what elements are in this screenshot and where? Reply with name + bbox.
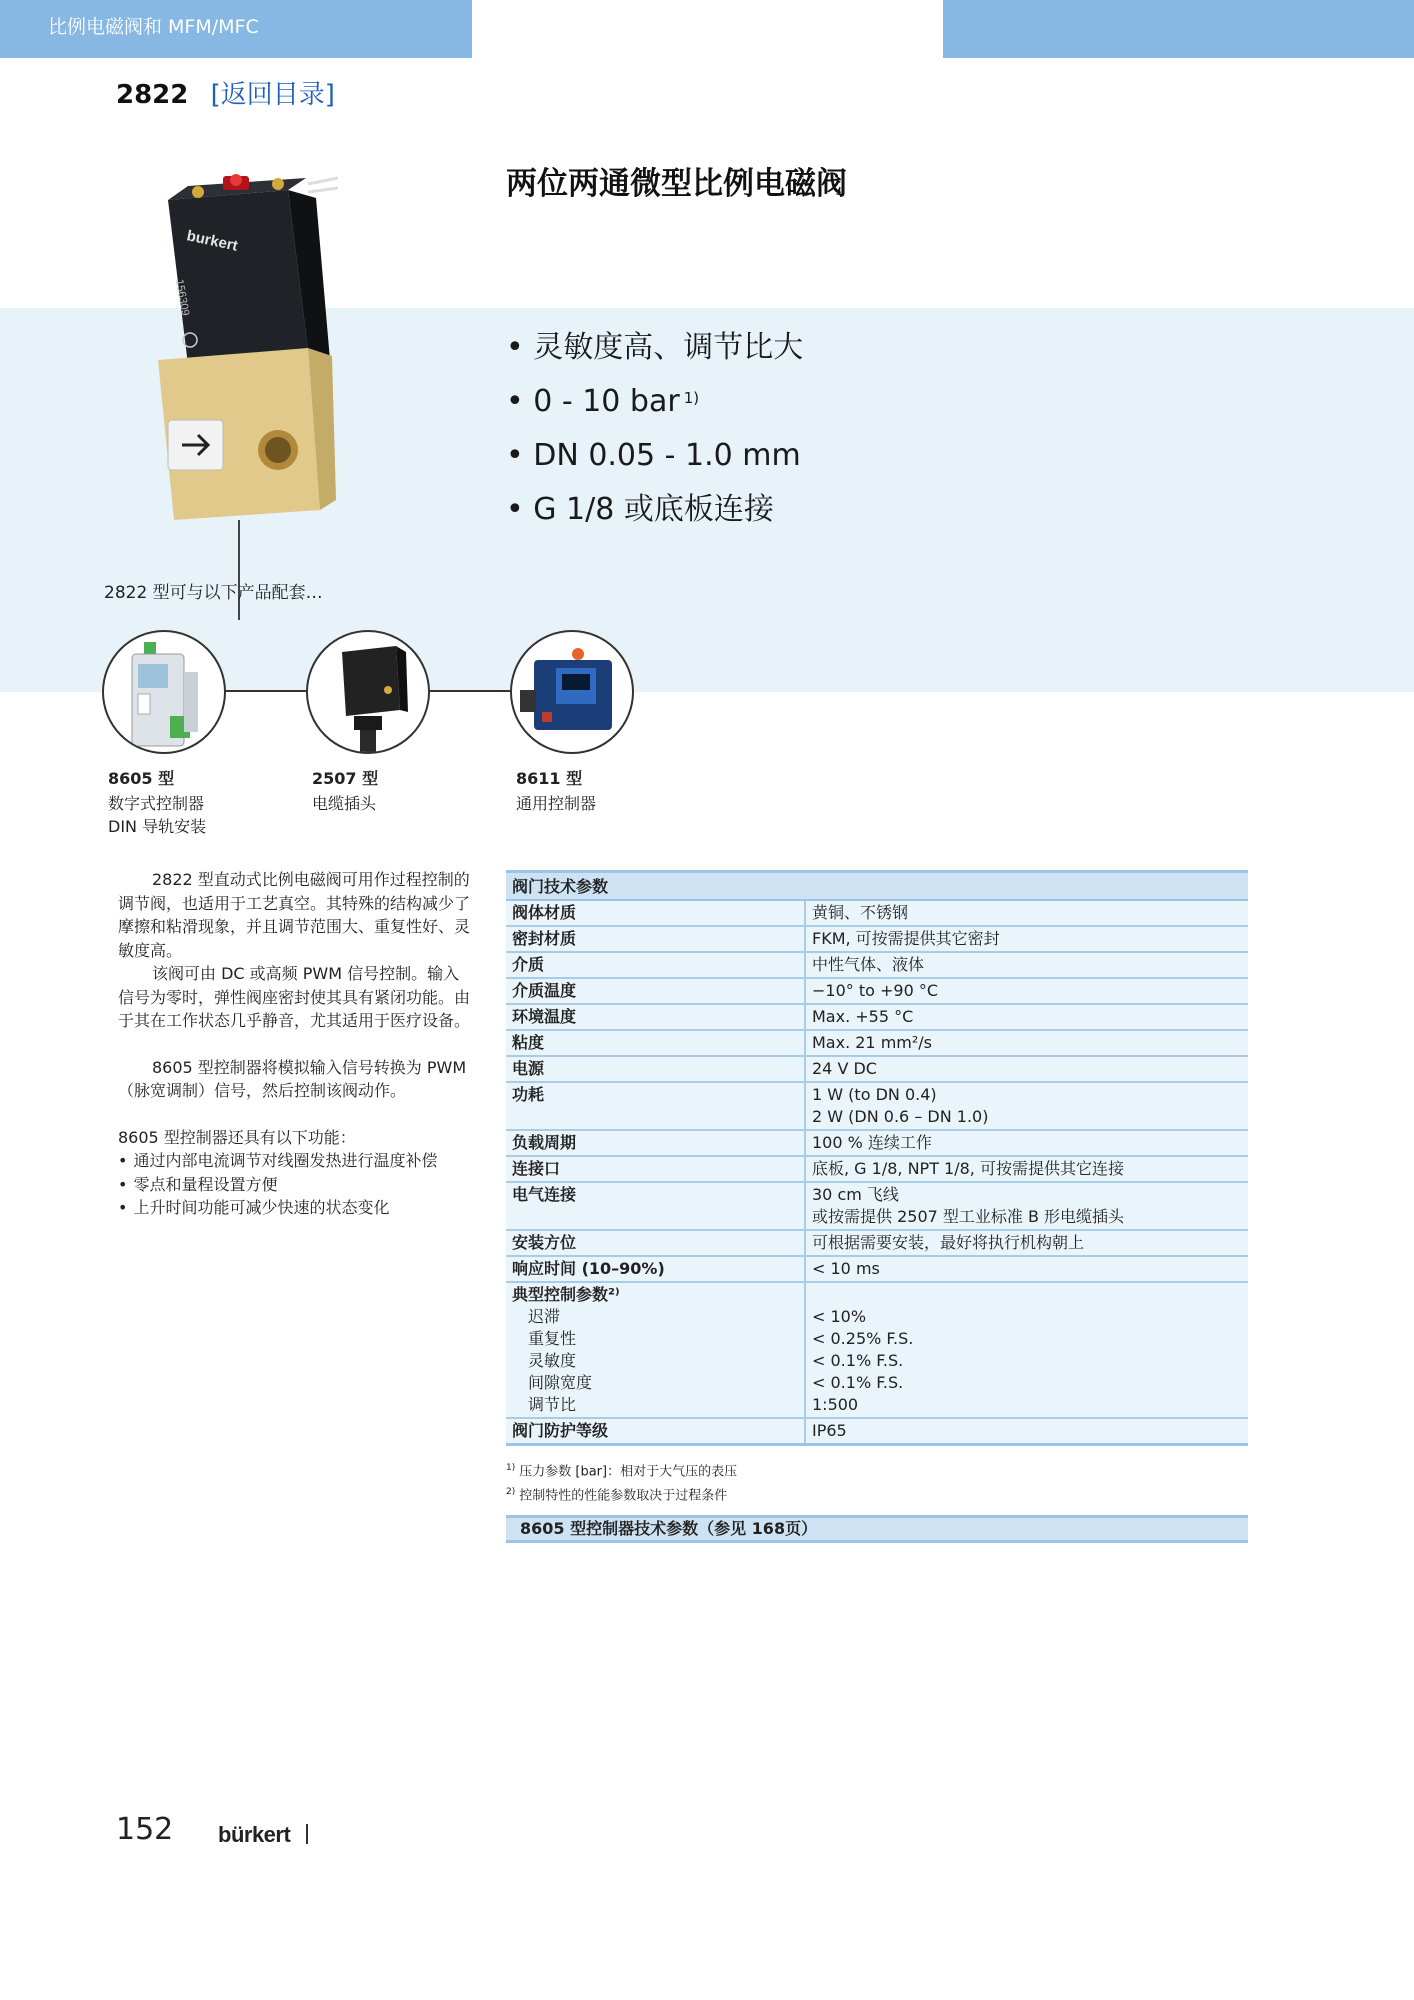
accessory-desc: 数字式控制器 DIN 导轨安装 [108,794,207,836]
table-row: 阀门防护等级 IP65 [506,1419,1248,1443]
function-list [118,1149,470,1220]
footnote: $^{2)}$ 控制特性的性能参数取决于过程条件 [506,1487,728,1504]
spec-table-header: 阀门技术参数 [506,873,1248,901]
table-row: 密封材质 FKM, 可按需提供其它密封 [506,927,1248,953]
accessory-type: 8611 型 [516,769,583,788]
accessory-8611-image[interactable] [510,630,634,754]
brand-logo: bürkert [218,1822,291,1847]
svg-text:burkert: burkert [185,227,240,255]
spec-table [506,870,1248,1446]
feature-item: • G 1/8 或底板连接 [506,492,774,527]
table-row: 粘度 Max. 21 mm²/s [506,1031,1248,1057]
page-title: 两位两通微型比例电磁阀 [506,166,847,202]
list-item: • 上升时间功能可减少快速的状态变化 [118,1196,470,1220]
accessory-type: 8605 型 [108,769,175,788]
back-to-toc-link[interactable]: [返回目录] [210,80,335,110]
table-row: 响应时间 (10–90%) < 10 ms [506,1257,1248,1283]
accessory-type: 2507 型 [312,769,379,788]
accessory-desc: 电缆插头 [312,794,377,813]
valve-leader-line [238,520,240,620]
table-row: 功耗 1 W (to DN 0.4) 2 W (DN 0.6 – DN 1.0) [506,1083,1248,1131]
accessory-2507-image[interactable] [306,630,430,754]
table-row: 连接口 底板, G 1/8, NPT 1/8, 可按需提供其它连接 [506,1157,1248,1183]
table-row: 阀体材质 黄铜、不锈钢 [506,901,1248,927]
table-row: 典型控制参数²⁾ 迟滞 重复性 灵敏度 间隙宽度 调节比 < 10% < 0.25% F.S. < 0.1% F.S. < 0.1% F.S. 1:500 [506,1283,1248,1419]
table-row: 环境温度 Max. +55 °C [506,1005,1248,1031]
footnote: $^{1)}$ 压力参数 [bar]：相对于大气压的表压 [506,1463,738,1480]
table-row: 安装方位 可根据需要安装，最好将执行机构朝上 [506,1231,1248,1257]
feature-item: • DN 0.05 - 1.0 mm [506,438,801,473]
header-section-bar [0,0,472,58]
table-row: 电源 24 V DC [506,1057,1248,1083]
feature-item: • 0 - 10 bar $^{1)}$ [506,384,700,419]
model-line [116,74,335,111]
header-accent-bar [943,0,1414,58]
feature-list [506,326,803,542]
table-row: 负载周期 100 % 连续工作 [506,1131,1248,1157]
footnotes [506,1458,737,1507]
accessory-8605-image[interactable] [102,630,226,754]
description-text [118,868,470,1220]
table-row: 介质温度 −10° to +90 °C [506,979,1248,1005]
description-paragraph: 该阀可由 DC 或高频 PWM 信号控制。输入信号为零时，弹性阀座密封使其具有紧闭功能。由于其在工作状态几乎静音，尤其适用于医疗设备。 [118,964,471,1030]
header-section-title: 比例电磁阀和 MFM/MFC [48,16,259,38]
feature-item: • 灵敏度高、调节比大 [506,330,804,365]
list-item: • 零点和量程设置方便 [118,1173,470,1197]
valve-product-image [138,170,338,530]
table-row: 电气连接 30 cm 飞线 或按需提供 2507 型工业标准 B 形电缆插头 [506,1183,1248,1231]
description-paragraph: 8605 型控制器还具有以下功能： [118,1127,356,1147]
page-number: 152 [116,1812,174,1847]
controller-spec-link[interactable]: 8605 型控制器技术参数（参见 168页） [506,1515,1248,1543]
list-item: • 通过内部电流调节对线圈发热进行温度补偿 [118,1149,470,1173]
table-row: 介质 中性气体、液体 [506,953,1248,979]
compat-title: 2822 型可与以下产品配套… [104,583,323,603]
footnote-ref: 1) [683,389,700,407]
description-paragraph: 2822 型直动式比例电磁阀可用作过程控制的调节阀，也适用于工艺真空。其特殊的结构减少了摩擦和粘滑现象，并且调节范围大、重复性好、灵敏度高。 [118,870,471,960]
model-number: 2822 [116,80,189,110]
svg-text:156309: 156309 [173,278,192,317]
accessory-desc: 通用控制器 [516,794,597,813]
footer-divider [306,1824,308,1844]
description-paragraph: 8605 型控制器将模拟输入信号转换为 PWM（脉宽调制）信号，然后控制该阀动作。 [118,1057,467,1100]
